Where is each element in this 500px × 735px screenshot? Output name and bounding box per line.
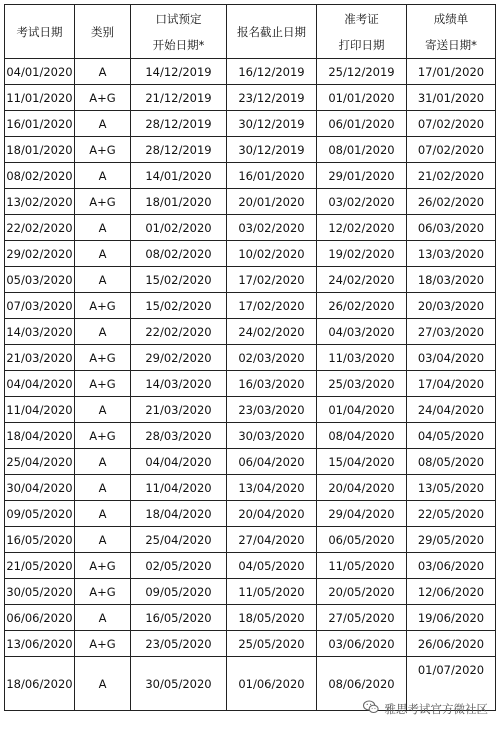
table-cell: 09/05/2020 bbox=[5, 501, 75, 527]
table-cell: 28/03/2020 bbox=[131, 423, 227, 449]
table-cell: A+G bbox=[75, 85, 131, 111]
table-cell: 18/01/2020 bbox=[5, 137, 75, 163]
header-registration-deadline: 报名截止日期 bbox=[227, 5, 317, 59]
header-row bbox=[5, 5, 496, 59]
table-cell: 18/06/2020 bbox=[5, 657, 75, 711]
table-row bbox=[5, 267, 496, 293]
table-cell: 29/02/2020 bbox=[5, 241, 75, 267]
table-cell: 22/02/2020 bbox=[5, 215, 75, 241]
table-cell: A+G bbox=[75, 631, 131, 657]
table-cell: 16/05/2020 bbox=[131, 605, 227, 631]
table-cell: 12/02/2020 bbox=[317, 215, 407, 241]
table-cell: 25/05/2020 bbox=[227, 631, 317, 657]
table-cell: 14/03/2020 bbox=[131, 371, 227, 397]
table-cell: 08/06/2020 bbox=[317, 657, 407, 711]
table-cell: 07/02/2020 bbox=[407, 111, 496, 137]
table-cell: 02/03/2020 bbox=[227, 345, 317, 371]
table-cell: 18/03/2020 bbox=[407, 267, 496, 293]
table-cell: 11/05/2020 bbox=[227, 579, 317, 605]
table-cell: 06/04/2020 bbox=[227, 449, 317, 475]
table-cell: 03/02/2020 bbox=[317, 189, 407, 215]
table-cell: 08/04/2020 bbox=[317, 423, 407, 449]
table-cell: A bbox=[75, 111, 131, 137]
table-cell: 06/01/2020 bbox=[317, 111, 407, 137]
table-cell: 16/03/2020 bbox=[227, 371, 317, 397]
table-row bbox=[5, 85, 496, 111]
table-cell: 30/05/2020 bbox=[5, 579, 75, 605]
table-cell: 17/02/2020 bbox=[227, 293, 317, 319]
table-cell: 04/05/2020 bbox=[407, 423, 496, 449]
table-row bbox=[5, 319, 496, 345]
table-cell: 20/04/2020 bbox=[227, 501, 317, 527]
table-cell: A bbox=[75, 163, 131, 189]
table-cell: 25/04/2020 bbox=[131, 527, 227, 553]
table-row bbox=[5, 189, 496, 215]
table-cell: 21/05/2020 bbox=[5, 553, 75, 579]
table-cell: 03/06/2020 bbox=[407, 553, 496, 579]
table-cell: 29/02/2020 bbox=[131, 345, 227, 371]
table-cell: 03/06/2020 bbox=[317, 631, 407, 657]
header-speaking-start: 口试预定 开始日期* bbox=[131, 5, 227, 59]
table-row bbox=[5, 423, 496, 449]
table-cell: 29/01/2020 bbox=[317, 163, 407, 189]
table-cell: 26/02/2020 bbox=[407, 189, 496, 215]
table-cell: 30/05/2020 bbox=[131, 657, 227, 711]
table-cell: 30/04/2020 bbox=[5, 475, 75, 501]
table-cell: 02/05/2020 bbox=[131, 553, 227, 579]
table-cell: 24/02/2020 bbox=[227, 319, 317, 345]
table-row bbox=[5, 293, 496, 319]
table-cell: 04/01/2020 bbox=[5, 59, 75, 85]
table-cell: 29/04/2020 bbox=[317, 501, 407, 527]
table-cell: 11/01/2020 bbox=[5, 85, 75, 111]
table-cell: 17/02/2020 bbox=[227, 267, 317, 293]
exam-schedule-table bbox=[4, 4, 496, 711]
header-category: 类别 bbox=[75, 5, 131, 59]
table-cell: A+G bbox=[75, 293, 131, 319]
table-cell: A bbox=[75, 605, 131, 631]
table-cell: 08/02/2020 bbox=[5, 163, 75, 189]
table-cell: 23/12/2019 bbox=[227, 85, 317, 111]
table-cell: 28/12/2019 bbox=[131, 137, 227, 163]
table-cell: 11/05/2020 bbox=[317, 553, 407, 579]
table-cell: 16/01/2020 bbox=[5, 111, 75, 137]
table-cell: 16/12/2019 bbox=[227, 59, 317, 85]
table-cell: 06/05/2020 bbox=[317, 527, 407, 553]
table-cell: A+G bbox=[75, 345, 131, 371]
table-row bbox=[5, 475, 496, 501]
table-cell: 05/03/2020 bbox=[5, 267, 75, 293]
table-cell: 06/06/2020 bbox=[5, 605, 75, 631]
table-row bbox=[5, 345, 496, 371]
table-cell: 31/01/2020 bbox=[407, 85, 496, 111]
table-row bbox=[5, 111, 496, 137]
table-cell: 24/02/2020 bbox=[317, 267, 407, 293]
table-cell: 20/01/2020 bbox=[227, 189, 317, 215]
table-cell: 11/04/2020 bbox=[5, 397, 75, 423]
table-cell: 04/03/2020 bbox=[317, 319, 407, 345]
header-score-report: 成绩单 寄送日期* bbox=[407, 5, 496, 59]
table-cell: 07/02/2020 bbox=[407, 137, 496, 163]
table-cell: 01/01/2020 bbox=[317, 85, 407, 111]
table-cell: 21/03/2020 bbox=[131, 397, 227, 423]
table-cell: A bbox=[75, 267, 131, 293]
table-cell: 27/04/2020 bbox=[227, 527, 317, 553]
table-cell: 21/12/2019 bbox=[131, 85, 227, 111]
table-cell: 15/04/2020 bbox=[317, 449, 407, 475]
table-row bbox=[5, 137, 496, 163]
table-cell: A+G bbox=[75, 189, 131, 215]
table-cell: 13/02/2020 bbox=[5, 189, 75, 215]
table-cell: 12/06/2020 bbox=[407, 579, 496, 605]
table-cell: 25/12/2019 bbox=[317, 59, 407, 85]
watermark-text: 雅思考试官方微社区 bbox=[384, 701, 488, 716]
table-cell: 18/04/2020 bbox=[131, 501, 227, 527]
table-cell: 04/05/2020 bbox=[227, 553, 317, 579]
table-cell: A bbox=[75, 319, 131, 345]
table-row bbox=[5, 163, 496, 189]
table-cell: 25/04/2020 bbox=[5, 449, 75, 475]
table-cell: 16/01/2020 bbox=[227, 163, 317, 189]
table-cell: 01/06/2020 bbox=[227, 657, 317, 711]
table-body bbox=[5, 59, 496, 711]
table-cell: 30/12/2019 bbox=[227, 111, 317, 137]
table-cell: A+G bbox=[75, 137, 131, 163]
table-cell: 09/05/2020 bbox=[131, 579, 227, 605]
table-cell: 19/02/2020 bbox=[317, 241, 407, 267]
table-cell: 14/03/2020 bbox=[5, 319, 75, 345]
table-row bbox=[5, 397, 496, 423]
table-cell: 11/03/2020 bbox=[317, 345, 407, 371]
table-row bbox=[5, 605, 496, 631]
table-cell: A bbox=[75, 501, 131, 527]
table-cell: A bbox=[75, 657, 131, 711]
table-cell: A bbox=[75, 241, 131, 267]
table-cell: 13/03/2020 bbox=[407, 241, 496, 267]
table-row bbox=[5, 553, 496, 579]
table-row bbox=[5, 501, 496, 527]
table-cell: A bbox=[75, 397, 131, 423]
table-cell: 15/02/2020 bbox=[131, 267, 227, 293]
table-cell: A bbox=[75, 59, 131, 85]
table-cell: 26/06/2020 bbox=[407, 631, 496, 657]
table-cell: 23/05/2020 bbox=[131, 631, 227, 657]
table-cell: 13/05/2020 bbox=[407, 475, 496, 501]
table-cell: 10/02/2020 bbox=[227, 241, 317, 267]
table-cell: 28/12/2019 bbox=[131, 111, 227, 137]
table-cell: 20/03/2020 bbox=[407, 293, 496, 319]
table-cell: 27/05/2020 bbox=[317, 605, 407, 631]
table-cell: 01/02/2020 bbox=[131, 215, 227, 241]
table-cell: A+G bbox=[75, 553, 131, 579]
table-cell: 13/06/2020 bbox=[5, 631, 75, 657]
table-cell: 17/04/2020 bbox=[407, 371, 496, 397]
table-row bbox=[5, 241, 496, 267]
table-cell: 19/06/2020 bbox=[407, 605, 496, 631]
table-cell: 25/03/2020 bbox=[317, 371, 407, 397]
table-cell: 20/05/2020 bbox=[317, 579, 407, 605]
table-row bbox=[5, 631, 496, 657]
table-cell: 20/04/2020 bbox=[317, 475, 407, 501]
table-cell: 18/05/2020 bbox=[227, 605, 317, 631]
table-cell: A+G bbox=[75, 579, 131, 605]
table-cell: A+G bbox=[75, 371, 131, 397]
table-cell: 15/02/2020 bbox=[131, 293, 227, 319]
table-cell: 30/03/2020 bbox=[227, 423, 317, 449]
table-cell: 17/01/2020 bbox=[407, 59, 496, 85]
table-cell: 22/02/2020 bbox=[131, 319, 227, 345]
table-row bbox=[5, 449, 496, 475]
table-cell: 27/03/2020 bbox=[407, 319, 496, 345]
table-cell: 01/04/2020 bbox=[317, 397, 407, 423]
header-exam-date: 考试日期 bbox=[5, 5, 75, 59]
wechat-icon bbox=[362, 698, 380, 719]
table-cell: 18/04/2020 bbox=[5, 423, 75, 449]
header-admission-ticket: 准考证 打印日期 bbox=[317, 5, 407, 59]
table-cell: 24/04/2020 bbox=[407, 397, 496, 423]
table-cell: A bbox=[75, 527, 131, 553]
table-cell: 08/01/2020 bbox=[317, 137, 407, 163]
table-row bbox=[5, 527, 496, 553]
table-cell: 26/02/2020 bbox=[317, 293, 407, 319]
table-cell: 03/04/2020 bbox=[407, 345, 496, 371]
table-cell: A bbox=[75, 449, 131, 475]
table-cell: A+G bbox=[75, 423, 131, 449]
table-cell: 18/01/2020 bbox=[131, 189, 227, 215]
table-row bbox=[5, 59, 496, 85]
table-cell: 08/05/2020 bbox=[407, 449, 496, 475]
table-cell-score-report: 01/07/2020 bbox=[407, 657, 496, 711]
table-cell: 07/03/2020 bbox=[5, 293, 75, 319]
table-cell: 08/02/2020 bbox=[131, 241, 227, 267]
table-cell: A bbox=[75, 215, 131, 241]
watermark bbox=[362, 698, 489, 719]
table-cell: 04/04/2020 bbox=[131, 449, 227, 475]
table-cell: 11/04/2020 bbox=[131, 475, 227, 501]
table-cell: 22/05/2020 bbox=[407, 501, 496, 527]
table-cell: 13/04/2020 bbox=[227, 475, 317, 501]
table-cell: 03/02/2020 bbox=[227, 215, 317, 241]
table-cell: 06/03/2020 bbox=[407, 215, 496, 241]
table-row bbox=[5, 579, 496, 605]
table-cell: A bbox=[75, 475, 131, 501]
table-cell: 21/02/2020 bbox=[407, 163, 496, 189]
table-cell: 14/12/2019 bbox=[131, 59, 227, 85]
table-cell: 21/03/2020 bbox=[5, 345, 75, 371]
table-cell: 30/12/2019 bbox=[227, 137, 317, 163]
table-cell: 04/04/2020 bbox=[5, 371, 75, 397]
table-cell: 23/03/2020 bbox=[227, 397, 317, 423]
table-cell: 29/05/2020 bbox=[407, 527, 496, 553]
table-cell: 16/05/2020 bbox=[5, 527, 75, 553]
table-row bbox=[5, 215, 496, 241]
table-row bbox=[5, 371, 496, 397]
table-cell: 14/01/2020 bbox=[131, 163, 227, 189]
